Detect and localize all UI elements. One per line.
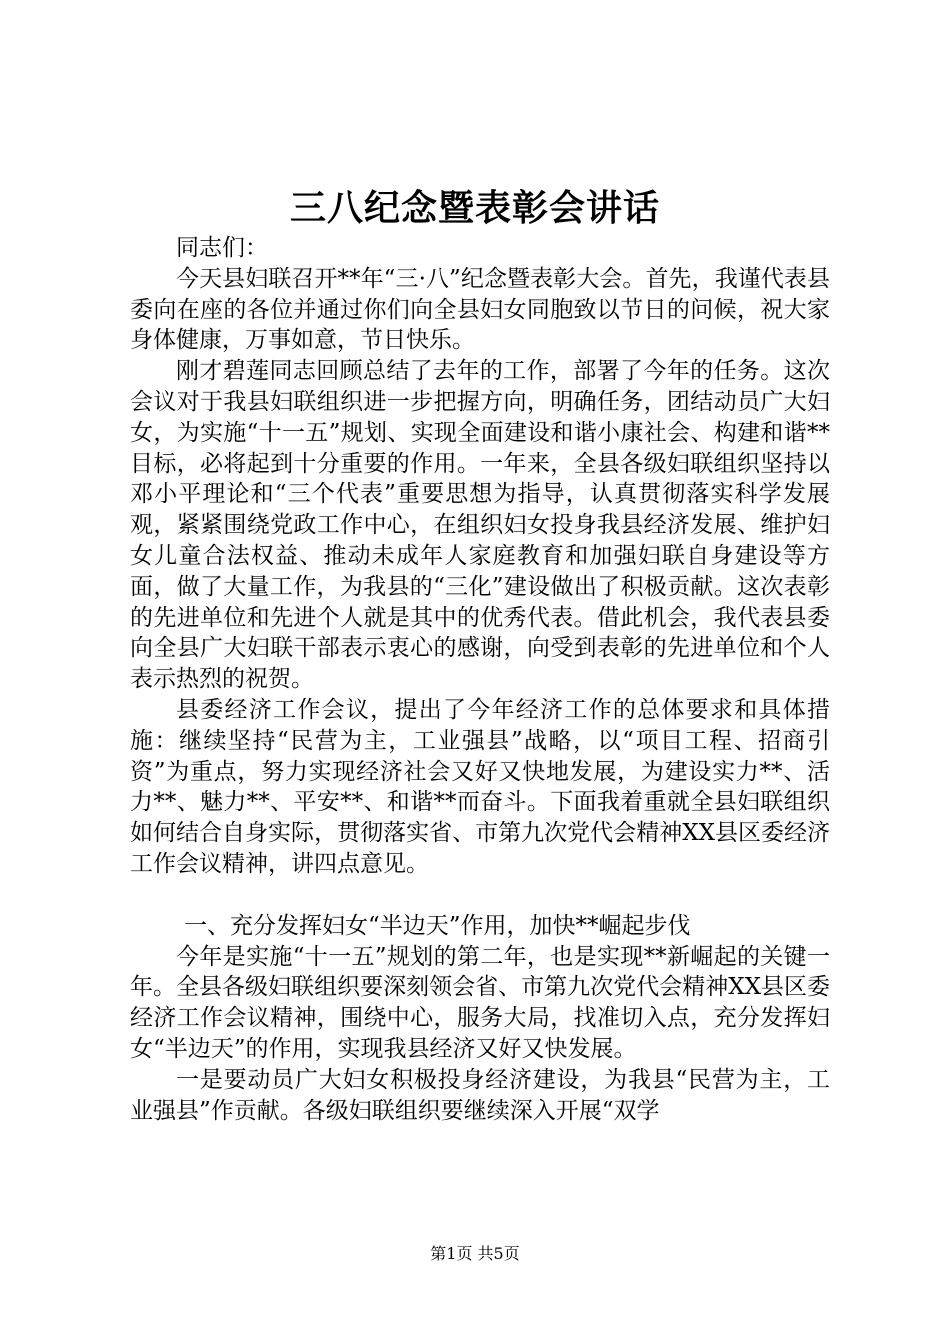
paragraph-economic-work: 县委经济工作会议，提出了今年经济工作的总体要求和具体措施：继续坚持“民营为主，工业强县”战略，以“项目工程、招商引资”为重点，努力实现经济社会又好又快地发展，为建设实力**、活力**、魅力**、平安**、和谐**而奋斗。下面我着重就全县妇联组织如何结合自身实际，贯彻落实省、市第九次党代会精神XX县区委经济工作会议精神，讲四点意见。 xyxy=(130,696,830,877)
section-heading: 一、充分发挥妇女“半边天”作用，加快**崛起步伐 xyxy=(184,912,691,939)
paragraph-opening: 今天县妇联召开**年“三·八”纪念暨表彰大会。首先，我谨代表县委向在座的各位并通过你们向全县妇女同胞致以节日的问候，祝大家身体健康，万事如意，节日快乐。 xyxy=(130,265,830,354)
salutation: 同志们： xyxy=(176,235,268,261)
section-paragraph: 一是要动员广大妇女积极投身经济建设，为我县“民营为主，工业强县”作贡献。各级妇联组织要继续深入开展“双学 xyxy=(130,1066,830,1124)
section-paragraph: 今年是实施“十一五”规划的第二年，也是实现**新崛起的关键一年。全县各级妇联组织要深刻领会省、市第九次党代会精神XX县区委经济工作会议精神，围绕中心，服务大局，找准切入点，充分发挥妇女“半边天”的作用，实现我县经济又好又快发展。 xyxy=(130,943,830,1062)
paragraph-review: 刚才碧莲同志回顾总结了去年的工作，部署了今年的任务。这次会议对于我县妇联组织进一步把握方向，明确任务，团结动员广大妇女，为实施“十一五”规划、实现全面建设和谐小康社会、构建和谐**目标，必将起到十分重要的作用。一年来，全县各级妇联组织坚持以邓小平理论和“三个代表”重要思想为指导，认真贯彻落实科学发展观，紧紧围绕党政工作中心，在组织妇女投身我县经济发展、维护妇女儿童合法权益、推动未成年人家庭教育和加强妇联自身建设等方面，做了大量工作，为我县的“三化”建设做出了积极贡献。这次表彰的先进单位和先进个人就是其中的优秀代表。借此机会，我代表县委向全县广大妇联干部表示衷心的感谢，向受到表彰的先进单位和个人表示热烈的祝贺。 xyxy=(130,358,830,693)
page-footer: 第1页 共5页 xyxy=(430,1244,520,1263)
document-body xyxy=(130,233,830,1126)
document-title: 三八纪念暨表彰会讲话 xyxy=(289,187,660,229)
